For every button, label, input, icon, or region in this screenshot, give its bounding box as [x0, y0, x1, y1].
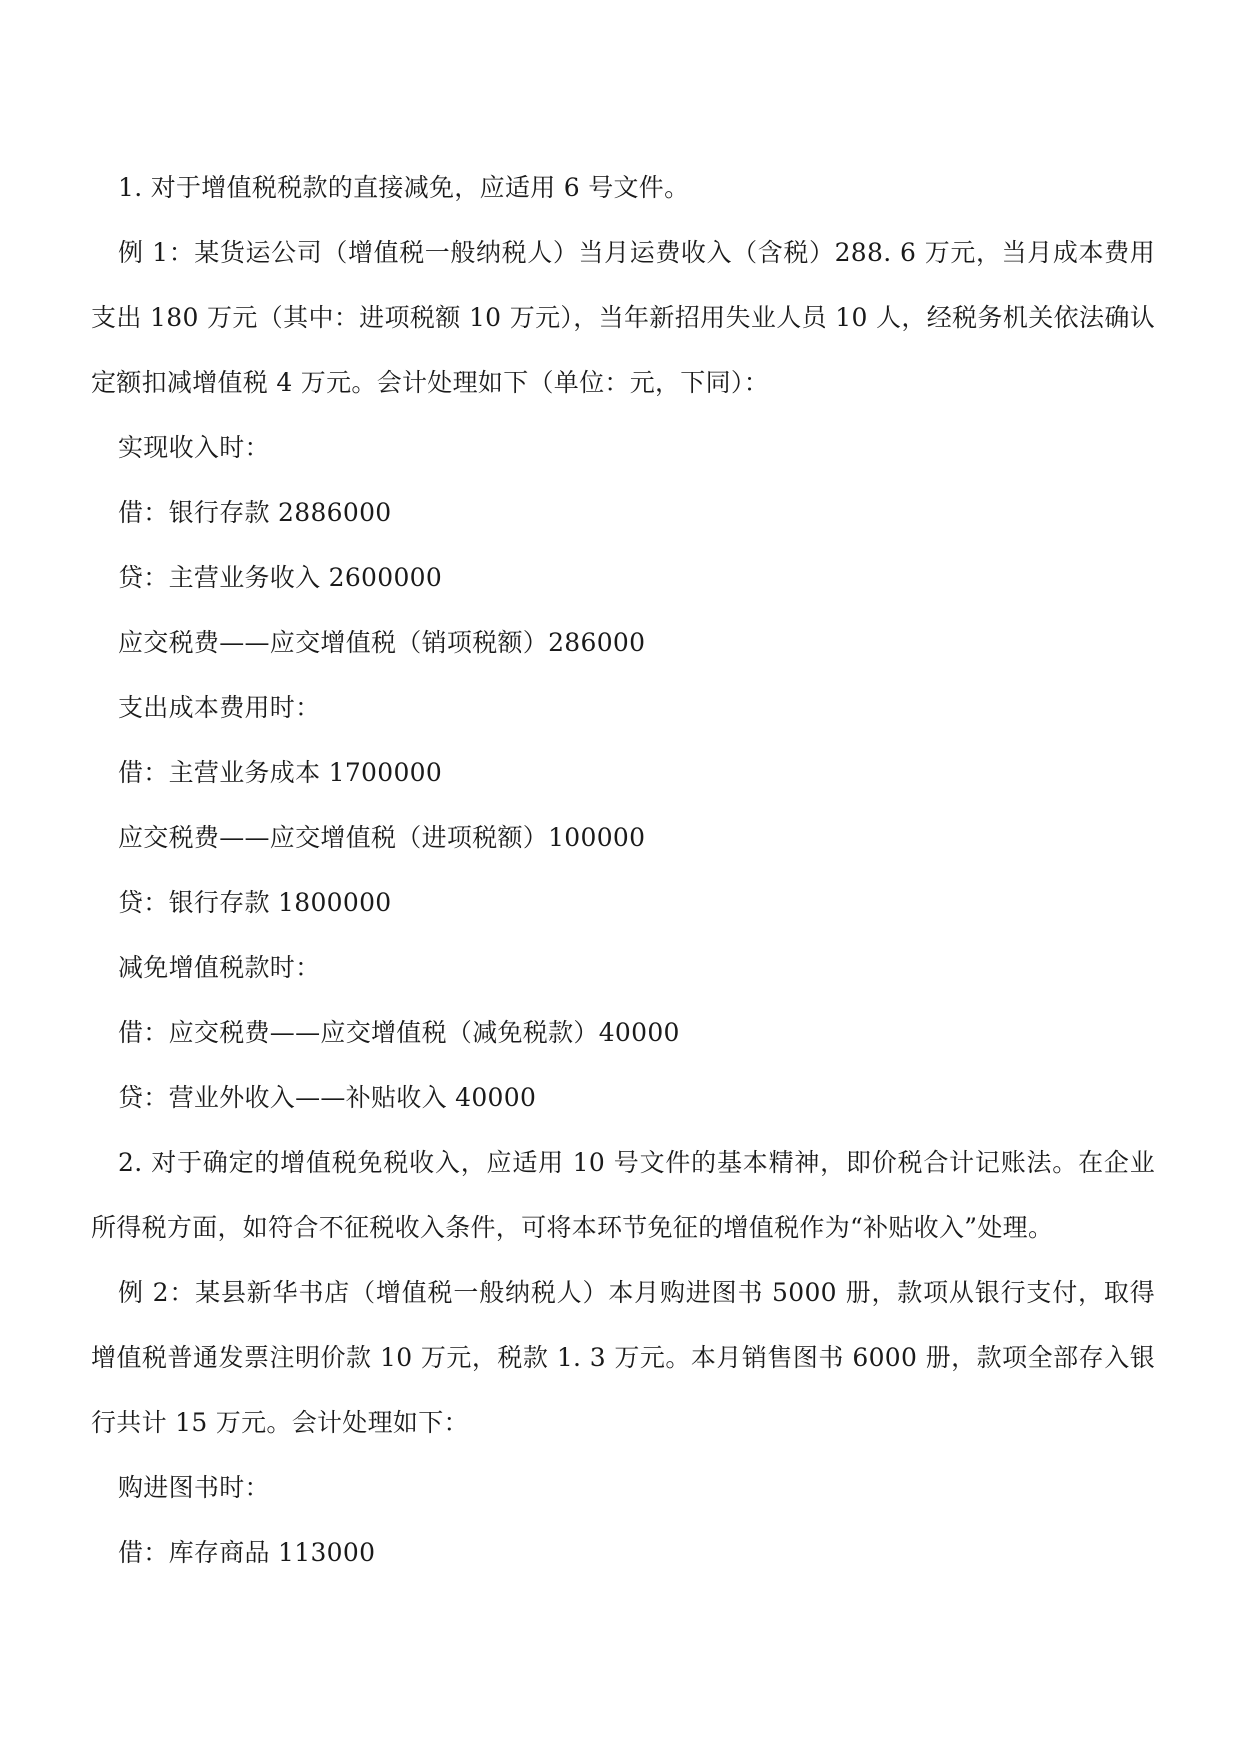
entry-output-tax: 应交税费——应交增值税（销项税额）286000 — [118, 628, 646, 657]
paragraph-reduction-heading: 减免增值税款时： — [118, 953, 321, 982]
entry-credit-bank-deposit: 贷：银行存款 1800000 — [118, 888, 392, 917]
entry-credit-subsidy-income: 贷：营业外收入——补贴收入 40000 — [118, 1083, 537, 1112]
paragraph-purchase-heading: 购进图书时： — [118, 1473, 270, 1502]
paragraph-cost-heading: 支出成本费用时： — [118, 693, 321, 722]
entry-debit-main-cost: 借：主营业务成本 1700000 — [118, 758, 443, 787]
entry-input-tax: 应交税费——应交增值税（进项税额）100000 — [118, 823, 646, 852]
document-body — [91, 155, 1155, 1585]
paragraph-section-2-heading: 2. 对于确定的增值税免税收入，应适用 10 号文件的基本精神，即价税合计记账法。在企业所得税方面，如符合不征税收入条件，可将本环节免征的增值税作为“补贴收入”处理。 — [91, 1148, 1155, 1242]
paragraph-example-2: 例 2：某县新华书店（增值税一般纳税人）本月购进图书 5000 册，款项从银行支付，取得增值税普通发票注明价款 10 万元，税款 1. 3 万元。本月销售图书 6000 册，款项全部存入银行共计 15 万元。会计处理如下： — [91, 1278, 1155, 1437]
entry-debit-tax-reduction: 借：应交税费——应交增值税（减免税款）40000 — [118, 1018, 680, 1047]
entry-debit-bank-deposit: 借：银行存款 2886000 — [118, 498, 392, 527]
entry-debit-inventory: 借：库存商品 113000 — [118, 1538, 376, 1567]
paragraph-section-1-heading: 1. 对于增值税税款的直接减免，应适用 6 号文件。 — [118, 173, 690, 202]
paragraph-example-1: 例 1：某货运公司（增值税一般纳税人）当月运费收入（含税）288. 6 万元，当月成本费用支出 180 万元（其中：进项税额 10 万元），当年新招用失业人员 10 人，经税务机关依法确认定额扣减增值税 4 万元。会计处理如下（单位：元，下同）： — [91, 238, 1155, 397]
paragraph-revenue-heading: 实现收入时： — [118, 433, 270, 462]
entry-credit-main-revenue: 贷：主营业务收入 2600000 — [118, 563, 443, 592]
